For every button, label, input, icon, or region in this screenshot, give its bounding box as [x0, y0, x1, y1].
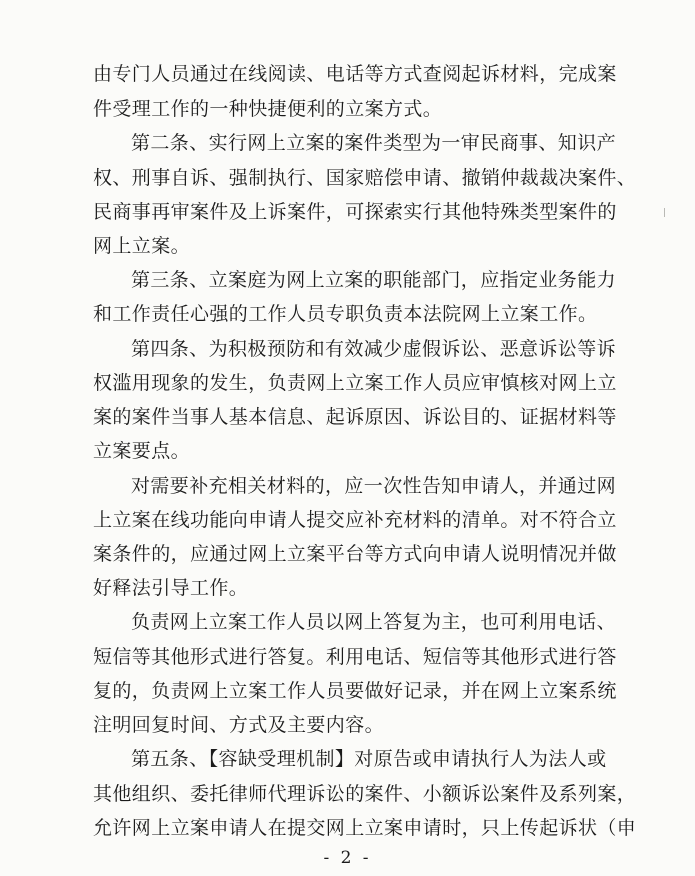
- text-line: 件受理工作的一种快捷便利的立案方式。: [93, 98, 443, 120]
- text-line: 注明回复时间、方式及主要内容。: [93, 714, 385, 736]
- page-number: - 2 -: [323, 848, 372, 868]
- text-line: 权、刑事自诉、强制执行、国家赔偿申请、撤销仲裁裁决案件、: [93, 167, 637, 189]
- text-line: 短信等其他形式进行答复。利用电话、短信等其他形式进行答: [93, 646, 617, 668]
- paragraph-start-line: 负责网上立案工作人员以网上答复为主，也可利用电话、: [131, 611, 617, 633]
- text-line: 权滥用现象的发生，负责网上立案工作人员应审慎核对网上立: [93, 372, 617, 394]
- text-line: 民商事再审案件及上诉案件，可探索实行其他特殊类型案件的: [93, 201, 617, 223]
- text-line: 案的案件当事人基本信息、起诉原因、诉讼目的、证据材料等: [93, 406, 617, 428]
- text-line: 和工作责任心强的工作人员专职负责本法院网上立案工作。: [93, 303, 598, 325]
- paragraph-start-line: 对需要补充相关材料的，应一次性告知申请人，并通过网: [131, 475, 617, 497]
- article-4-line: 第四条、为积极预防和有效减少虚假诉讼、恶意诉讼等诉: [131, 338, 617, 360]
- text-line: 其他组织、委托律师代理诉讼的案件、小额诉讼案件及系列案，: [93, 783, 637, 805]
- article-2-line: 第二条、实行网上立案的案件类型为一审民商事、知识产: [131, 132, 617, 154]
- text-line: 复的，负责网上立案工作人员要做好记录，并在网上立案系统: [93, 680, 617, 702]
- text-line: 案条件的，应通过网上立案平台等方式向申请人说明情况并做: [93, 543, 617, 565]
- text-line: 允许网上立案申请人在提交网上立案申请时，只上传起诉状（申: [93, 817, 637, 839]
- article-5-line: 第五条、【容缺受理机制】对原告或申请执行人为法人或: [131, 748, 607, 770]
- text-line: 上立案在线功能向申请人提交应补充材料的清单。对不符合立: [93, 509, 617, 531]
- article-3-line: 第三条、立案庭为网上立案的职能部门，应指定业务能力: [131, 269, 617, 291]
- text-line: 网上立案。: [93, 235, 191, 257]
- text-line: 立案要点。: [93, 440, 191, 462]
- text-line: 好释法引导工作。: [93, 577, 249, 599]
- text-line: 由专门人员通过在线阅读、电话等方式查阅起诉材料，完成案: [93, 63, 617, 85]
- scan-speck: [664, 208, 665, 217]
